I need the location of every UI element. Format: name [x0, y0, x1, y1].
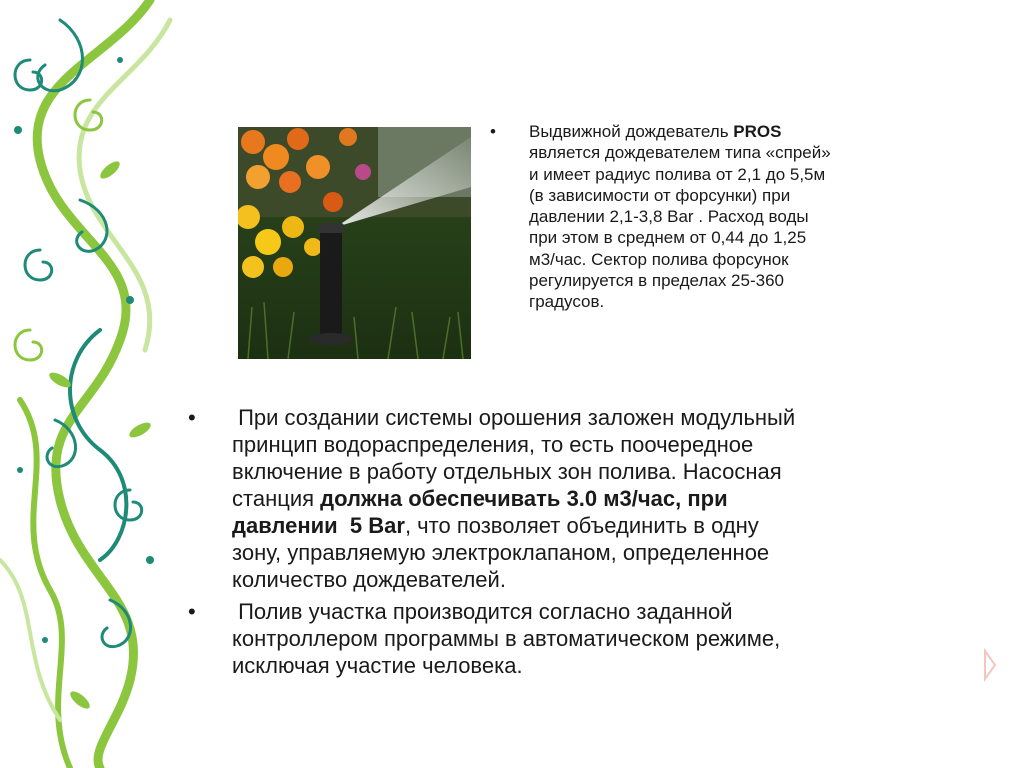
floral-ornament: [0, 0, 200, 768]
text-line: и имеет радиус полива от 2,1 до 5,5м: [529, 164, 826, 184]
text-line: станция должна обеспечивать 3.0 м3/час, при: [232, 486, 728, 511]
next-arrow-icon[interactable]: [982, 648, 998, 682]
text-line: количество дождевателей.: [232, 567, 506, 592]
brand-name: PROS: [733, 122, 782, 141]
text-line: (в зависимости от форсунки) при: [529, 185, 791, 205]
text-line: является дождевателем типа «спрей»: [529, 143, 831, 163]
main-bullets: [188, 404, 968, 684]
text-line: контроллером программы в автоматическом режиме,: [232, 626, 781, 651]
bullet: •: [188, 405, 196, 430]
bullet-item: [188, 404, 968, 593]
text-line: включение в работу отдельных зон полива. Насосная: [232, 459, 782, 484]
sprinkler-description: [490, 121, 960, 313]
text-line: градусов.: [529, 292, 605, 312]
text-line: принцип водораспределения, то есть поочередное: [232, 432, 754, 457]
text-line: Полив участка производится согласно заданной: [232, 599, 733, 624]
text-line: давлении 5 Bar, что позволяет объединить в одну: [232, 513, 759, 538]
text-line: зону, управляемую электроклапаном, определенное: [232, 540, 770, 565]
bullet: •: [188, 599, 196, 624]
text-line: исключая участие человека.: [232, 653, 523, 678]
text-line: при этом в среднем от 0,44 до 1,25: [529, 228, 807, 248]
text-line: регулируется в пределах 25-360: [529, 271, 784, 291]
bullet: •: [490, 122, 496, 141]
text-line: давлении 2,1-3,8 Bar . Расход воды: [529, 207, 809, 227]
sprinkler-photo: [238, 127, 471, 359]
text-line: Выдвижной дождеватель PROS: [529, 122, 782, 141]
text-line: м3/час. Сектор полива форсунок: [529, 249, 789, 269]
text-line: При создании системы орошения заложен модульный: [232, 405, 796, 430]
bullet-item: [188, 598, 968, 679]
